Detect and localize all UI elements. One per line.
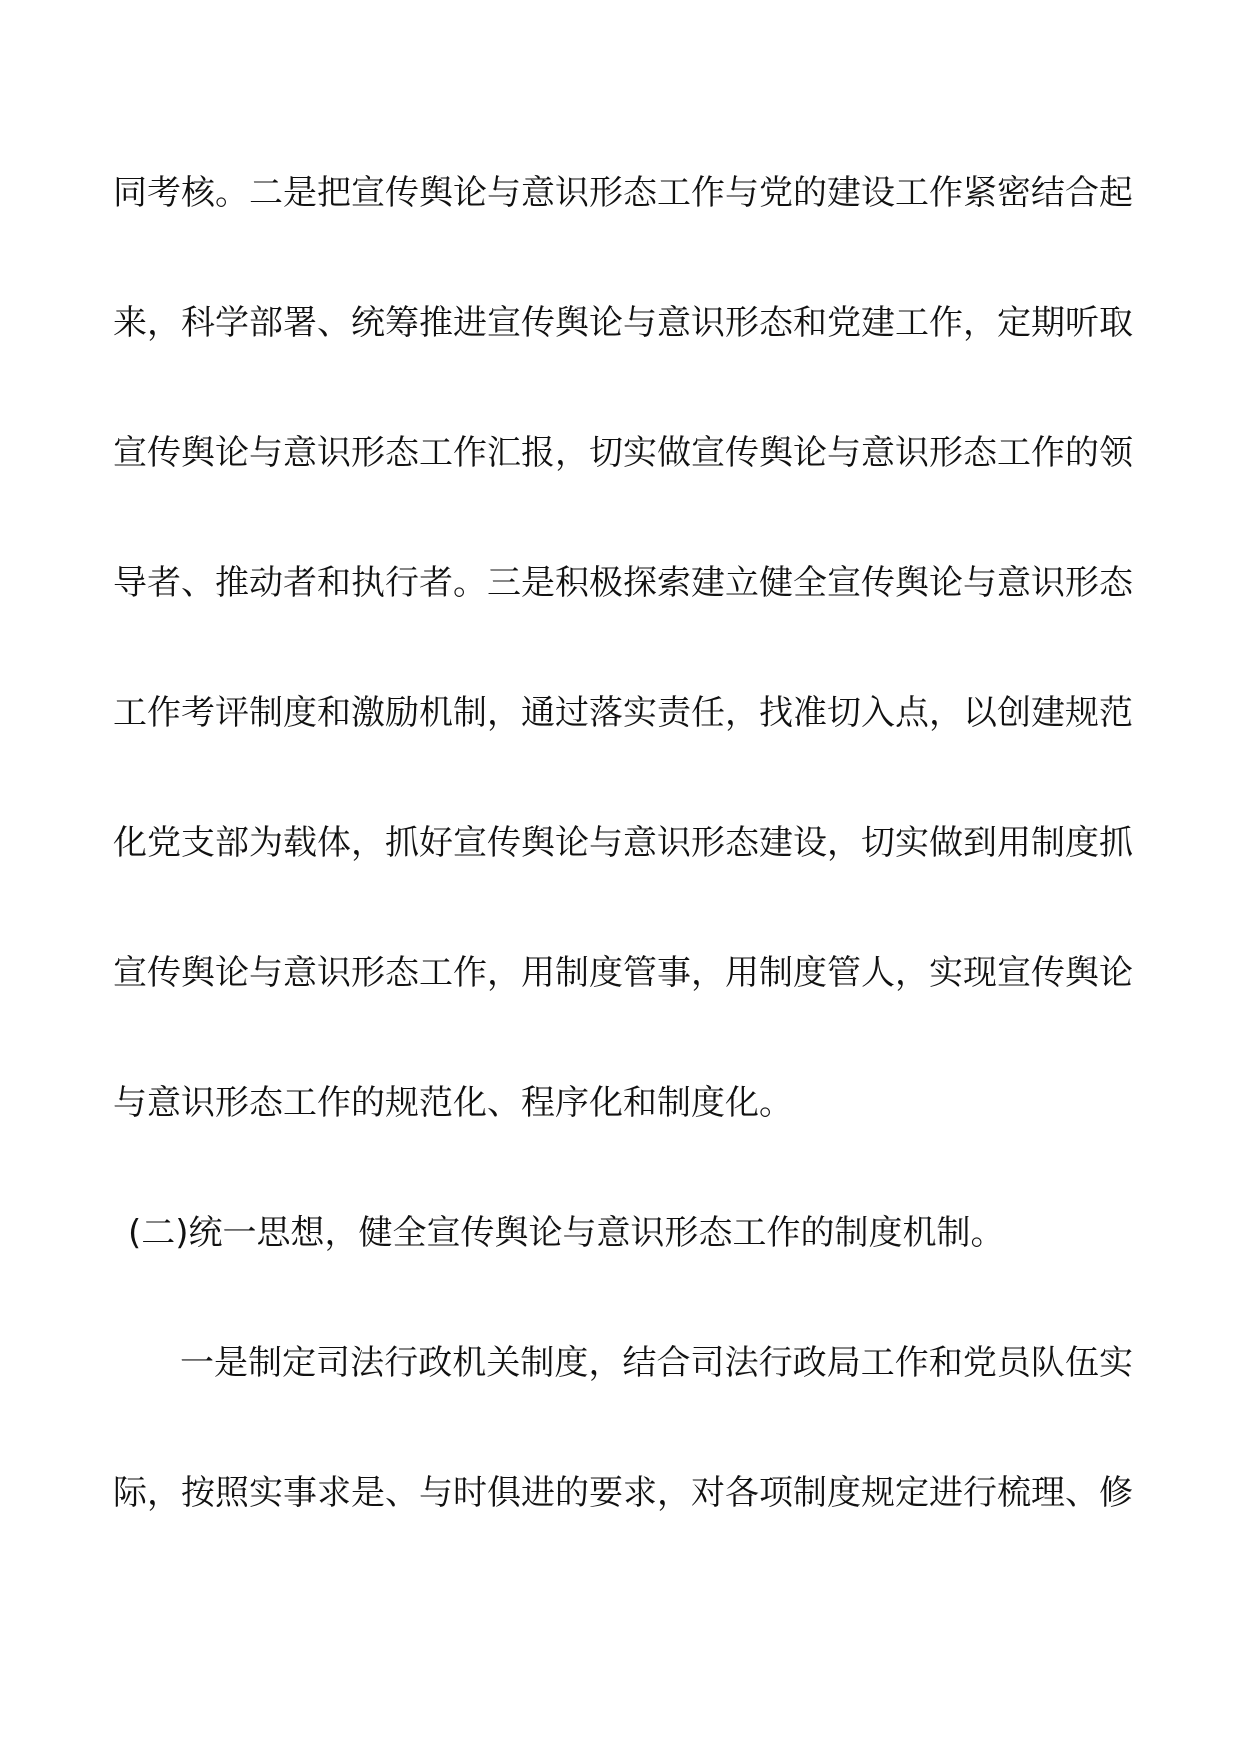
body-text-line: 导者、推动者和执行者。三是积极探索建立健全宣传舆论与意识形态 — [113, 563, 1133, 603]
body-text-line: 来，科学部署、统筹推进宣传舆论与意识形态和党建工作，定期听取 — [113, 303, 1133, 343]
paragraph-first-line: 一是制定司法行政机关制度，结合司法行政局工作和党员队伍实 — [180, 1343, 1133, 1383]
body-text-line-paragraph-end: 与意识形态工作的规范化、程序化和制度化。 — [113, 1083, 793, 1123]
section-heading: (二)统一思想，健全宣传舆论与意识形态工作的制度机制。 — [128, 1213, 1005, 1253]
body-text-line: 宣传舆论与意识形态工作汇报，切实做宣传舆论与意识形态工作的领 — [113, 433, 1133, 473]
body-text-line: 宣传舆论与意识形态工作，用制度管事，用制度管人，实现宣传舆论 — [113, 953, 1133, 993]
body-text-line: 同考核。二是把宣传舆论与意识形态工作与党的建设工作紧密结合起 — [113, 173, 1133, 213]
body-text-line: 际，按照实事求是、与时俱进的要求，对各项制度规定进行梳理、修 — [113, 1473, 1133, 1513]
body-text-line: 化党支部为载体，抓好宣传舆论与意识形态建设，切实做到用制度抓 — [113, 823, 1133, 863]
body-text-line: 工作考评制度和激励机制，通过落实责任，找准切入点，以创建规范 — [113, 693, 1133, 733]
